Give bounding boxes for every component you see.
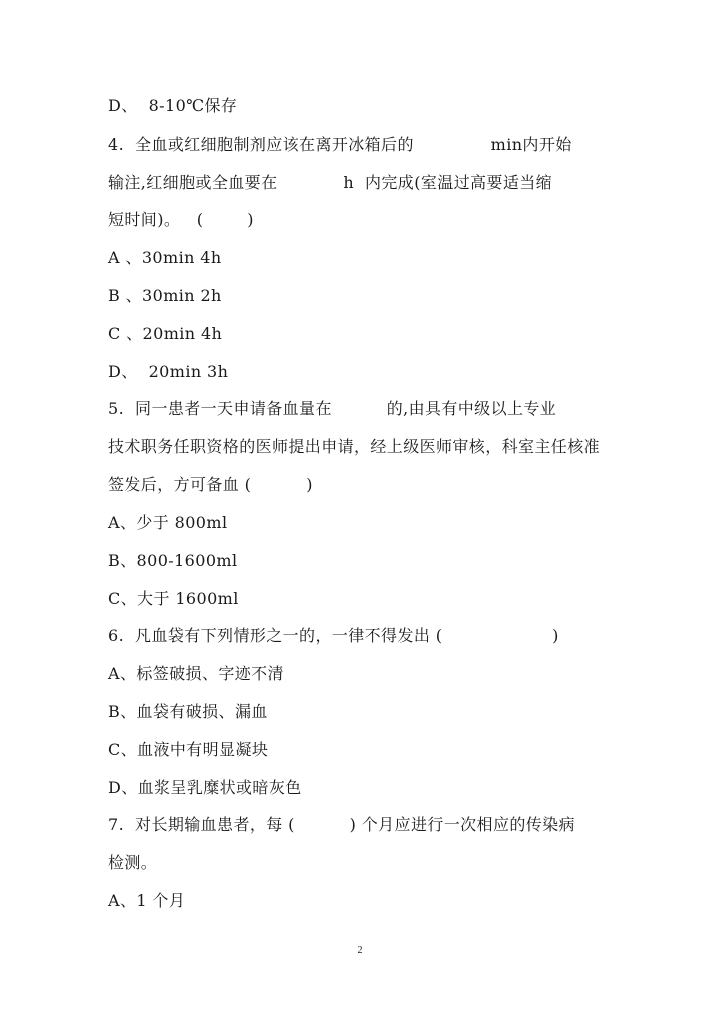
option-6c: C、血液中有明显凝块 xyxy=(108,740,269,759)
question-5-line-2: 技术职务任职资格的医师提出申请，经上级医师审核，科室主任核准 xyxy=(108,437,601,456)
page-number: 2 xyxy=(357,945,363,956)
option-3d: D、 8-10℃保存 xyxy=(108,96,238,115)
option-4c: C 、20min 4h xyxy=(108,324,223,343)
question-4-line-2: 输注,红细胞或全血要在 h 内完成(室温过高要适当缩 xyxy=(108,173,553,192)
question-4-line-3: 短时间)。 ( ) xyxy=(108,210,254,229)
question-6-line-1: 6. 凡血袋有下列情形之一的，一律不得发出 ( ) xyxy=(108,626,559,645)
question-5-line-3: 签发后，方可备血 ( ) xyxy=(108,475,313,494)
question-5-line-1: 5. 同一患者一天申请备血量在 的,由具有中级以上专业 xyxy=(108,399,557,418)
option-5a: A、少于 800ml xyxy=(108,513,228,532)
option-5b: B、800-1600ml xyxy=(108,551,238,570)
option-5c: C、大于 1600ml xyxy=(108,589,239,608)
option-4a: A 、30min 4h xyxy=(108,248,222,267)
question-7-line-1: 7. 对长期输血患者，每 ( ) 个月应进行一次相应的传染病 xyxy=(108,815,575,834)
question-7-line-2: 检测。 xyxy=(108,853,158,872)
question-4-line-1: 4. 全血或红细胞制剂应该在离开冰箱后的 min内开始 xyxy=(108,135,572,154)
option-6a: A、标签破损、字迹不清 xyxy=(108,664,284,683)
option-6b: B、血袋有破损、漏血 xyxy=(108,702,268,721)
option-4b: B 、30min 2h xyxy=(108,286,222,305)
option-4d: D、 20min 3h xyxy=(108,362,229,381)
option-7a: A、1 个月 xyxy=(108,891,186,910)
option-6d: D、血浆呈乳糜状或暗灰色 xyxy=(108,778,302,797)
